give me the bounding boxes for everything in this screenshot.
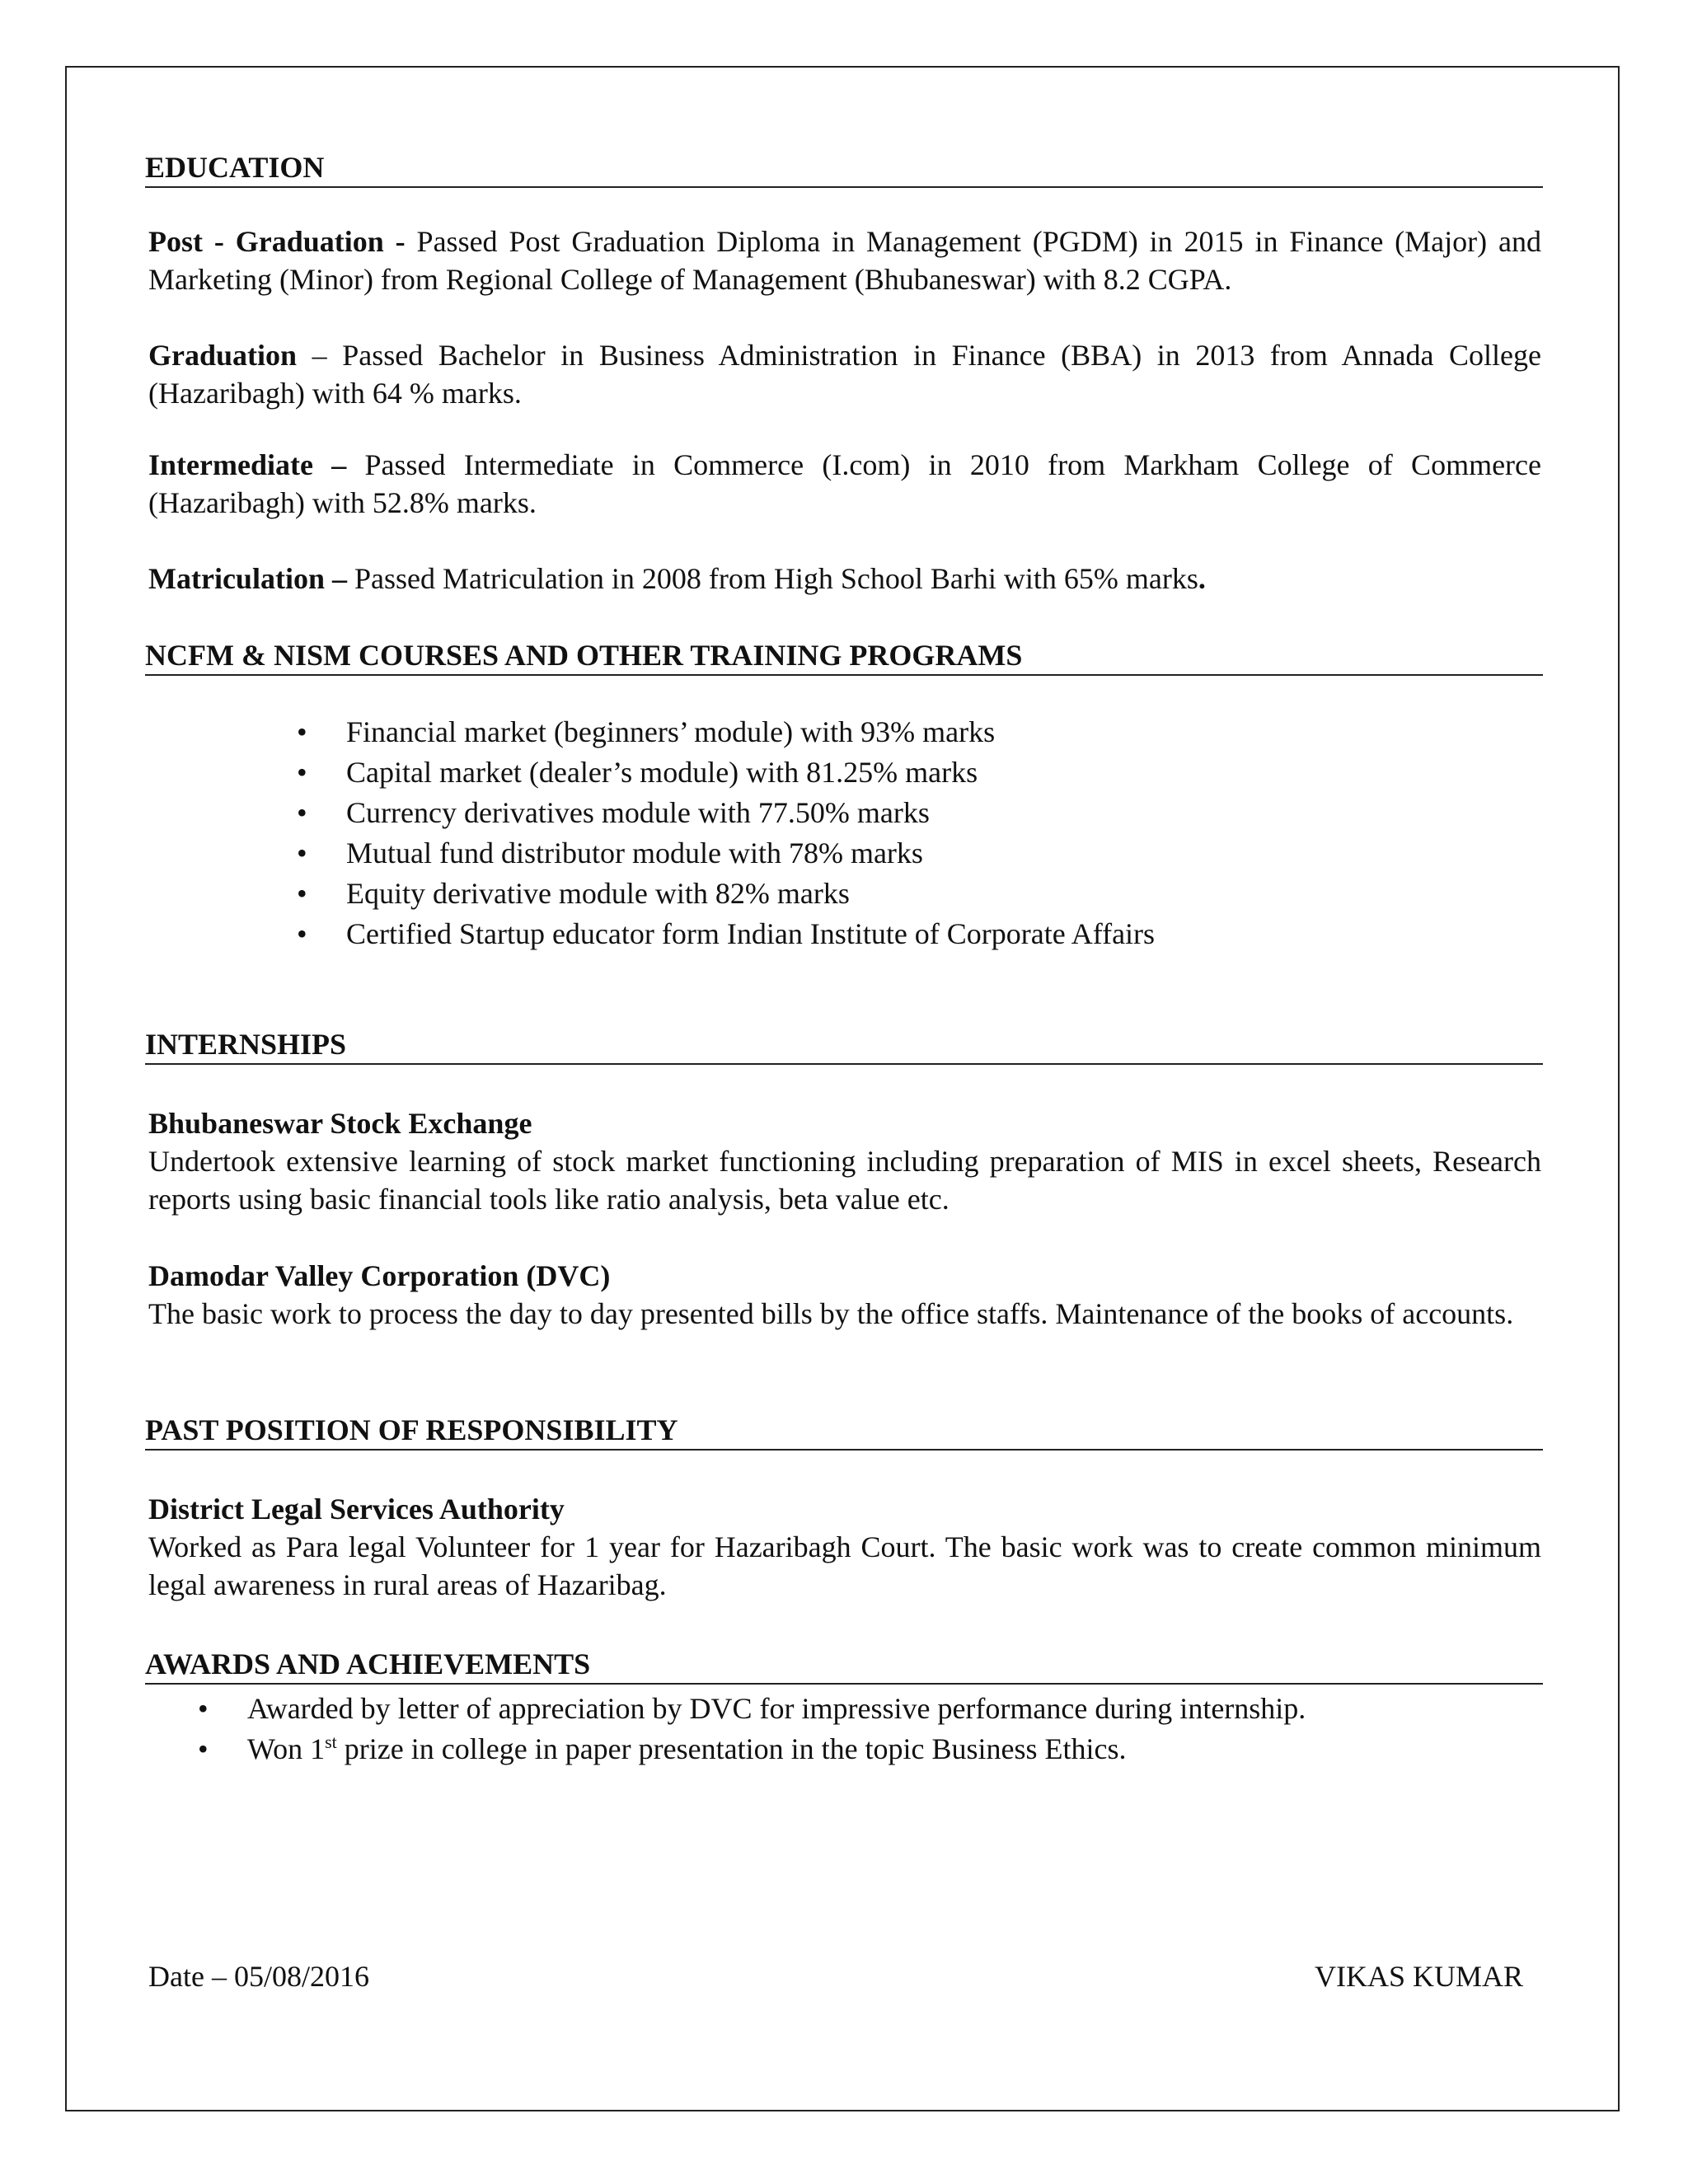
- awards-heading: AWARDS AND ACHIEVEMENTS: [145, 1645, 1543, 1685]
- list-item: • Certified Startup educator form Indian Institute of Corporate Affairs: [297, 914, 1533, 954]
- award-superscript: st: [325, 1732, 337, 1752]
- post-graduation-label: Post - Graduation -: [148, 225, 406, 258]
- list-item: • Capital market (dealer’s module) with 81.25% marks: [297, 752, 1533, 793]
- list-item: • Mutual fund distributor module with 78% marks: [297, 833, 1533, 874]
- internship-entry: [148, 1257, 1541, 1333]
- internship-text: Undertook extensive learning of stock market functioning including preparation of MIS in excel sheets, Research reports using basic financial tools like ratio analysis, beta value etc.: [148, 1145, 1541, 1216]
- intermediate-label: Intermediate –: [148, 448, 347, 481]
- intermediate-text: Passed Intermediate in Commerce (I.com) in 2010 from Markham College of Commerce (Hazaribagh) with 52.8% marks.: [148, 448, 1541, 519]
- matriculation-text: Passed Matriculation in 2008 from High School Barhi with 65% marks: [346, 562, 1198, 595]
- courses-heading: NCFM & NISM COURSES AND OTHER TRAINING PROGRAMS: [145, 636, 1543, 676]
- matriculation-end: .: [1198, 562, 1206, 595]
- responsibility-heading: PAST POSITION OF RESPONSIBILITY: [145, 1411, 1543, 1451]
- list-item: • Equity derivative module with 82% marks: [297, 874, 1533, 914]
- internship-entry: [148, 1104, 1541, 1218]
- education-post-graduation: [148, 223, 1541, 298]
- date-line: Date – 05/08/2016: [148, 1960, 369, 1993]
- list-item: • Financial market (beginners’ module) with 93% marks: [297, 712, 1533, 752]
- education-graduation: [148, 336, 1541, 412]
- list-item: [198, 1729, 1533, 1769]
- award-text-post: prize in college in paper presentation in the topic Business Ethics.: [336, 1732, 1127, 1765]
- internship-title: Damodar Valley Corporation (DVC): [148, 1259, 611, 1292]
- internship-text: The basic work to process the day to day presented bills by the office staffs. Maintenance of the books of accounts.: [148, 1297, 1514, 1330]
- education-intermediate: [148, 446, 1541, 522]
- awards-list: [198, 1689, 1533, 1769]
- graduation-label: Graduation: [148, 339, 298, 372]
- award-text-pre: Won 1: [247, 1732, 326, 1765]
- courses-list: [297, 712, 1533, 954]
- internships-heading: INTERNSHIPS: [145, 1025, 1543, 1065]
- internship-title: Bhubaneswar Stock Exchange: [148, 1107, 532, 1140]
- responsibility-text: Worked as Para legal Volunteer for 1 year for Hazaribagh Court. The basic work was to create common minimum legal awareness in rural areas of Hazaribag.: [148, 1530, 1541, 1601]
- education-matriculation: [148, 560, 1541, 598]
- education-heading: EDUCATION: [145, 148, 1543, 188]
- post-graduation-text: Passed Post Graduation Diploma in Management (PGDM) in 2015 in Finance (Major) and Marketing (Minor) from Regional College of Management (Bhubaneswar) with 8.2 CGPA.: [148, 225, 1542, 296]
- matriculation-label: Matriculation –: [148, 562, 347, 595]
- list-item: • Currency derivatives module with 77.50% marks: [297, 793, 1533, 833]
- graduation-text: – Passed Bachelor in Business Administration in Finance (BBA) in 2013 from Annada College (Hazaribagh) with 64 % marks.: [148, 339, 1541, 410]
- responsibility-title: District Legal Services Authority: [148, 1493, 565, 1526]
- signature-name: VIKAS KUMAR: [1314, 1960, 1523, 1993]
- responsibility-entry: [148, 1490, 1541, 1604]
- list-item: • Awarded by letter of appreciation by DVC for impressive performance during internship.: [198, 1689, 1533, 1729]
